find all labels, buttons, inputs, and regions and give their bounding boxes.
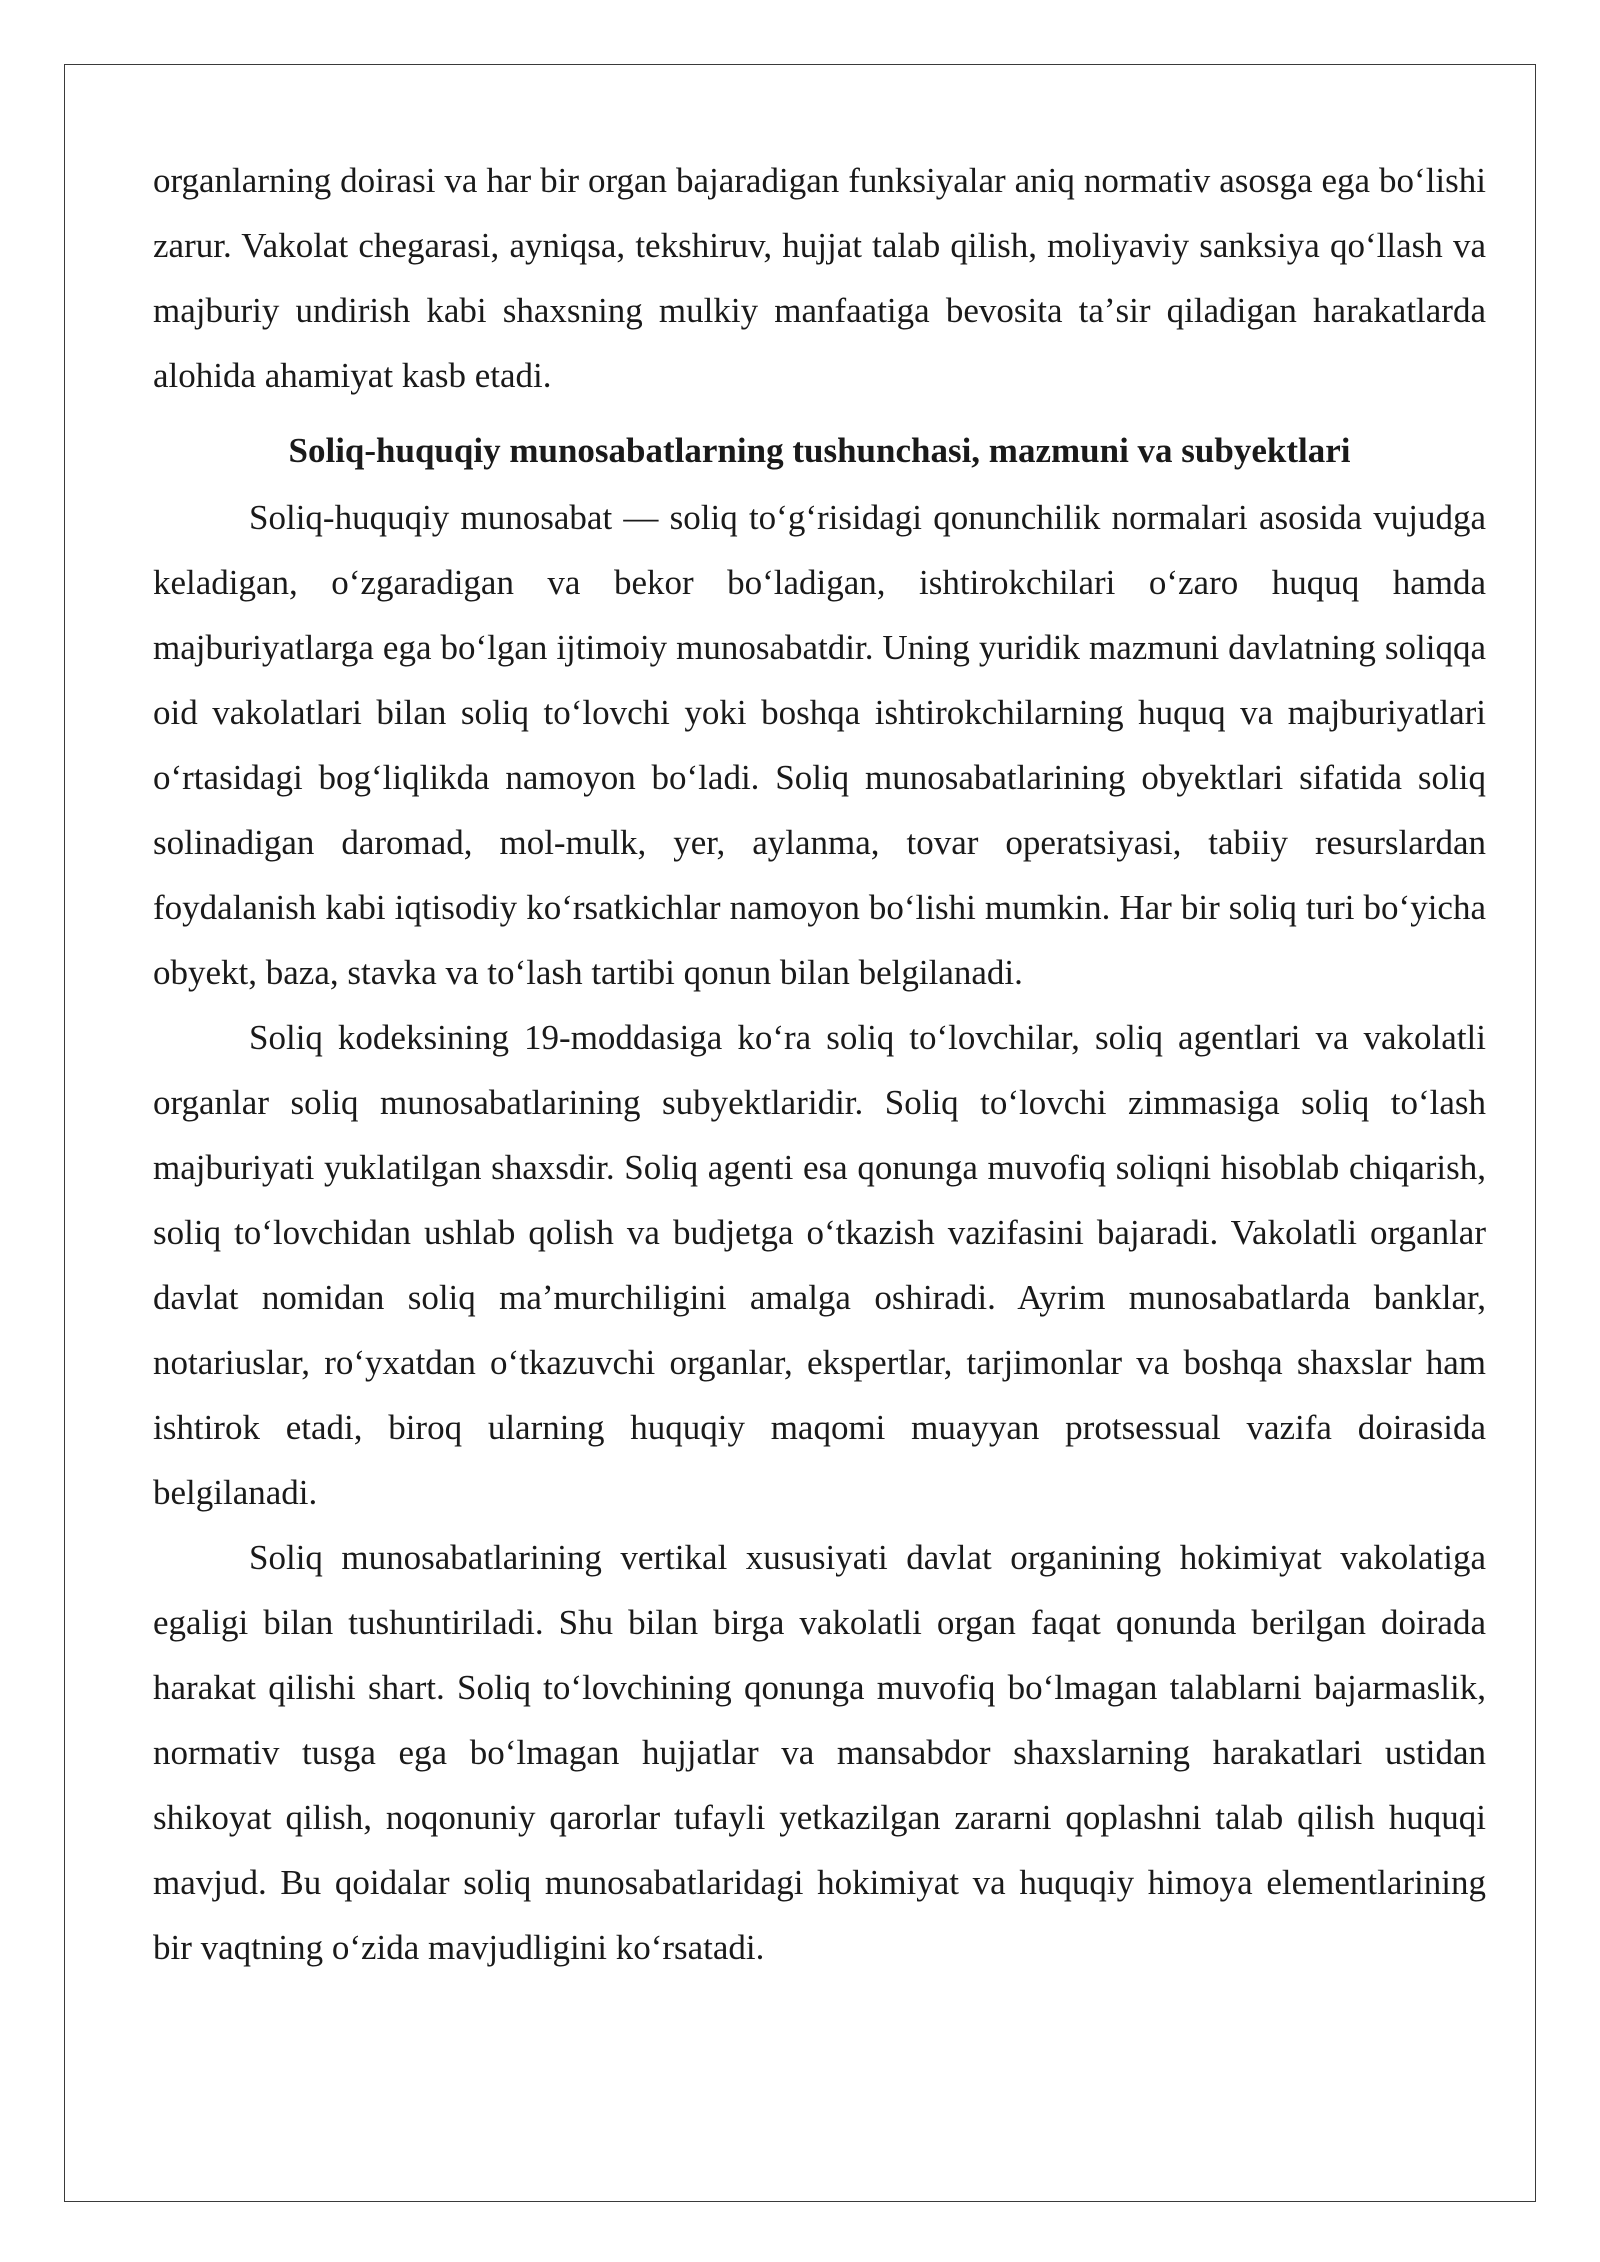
section-heading: Soliq-huquqiy munosabatlarning tushunchasi, mazmuni va subyektlari xyxy=(288,431,1351,470)
paragraph-subjects: Soliq kodeksining 19-moddasiga koʻra soliq toʻlovchilar, soliq agentlari va vakolatli organlar soliq munosabatlarining subyektlaridir. Soliq toʻlovchi zimmasiga soliq toʻlash majburiyati yuklatilgan shaxsdir. Soliq agenti esa qonunga muvofiq soliqni hisoblab chiqarish, soliq toʻlovchidan ushlab qolish va budjetga oʻtkazish vazifasini bajaradi. Vakolatli organlar davlat nomidan soliq maʼmurchiligini amalga oshiradi. Ayrim munosabatlarda banklar, notariuslar, roʻyxatdan oʻtkazuvchi organlar, ekspertlar, tarjimonlar va boshqa shaxslar ham ishtirok etadi, biroq ularning huquqiy maqomi muayyan protsessual vazifa doirasida belgilanadi. xyxy=(153,1018,1486,1512)
paragraph-vertical-nature: Soliq munosabatlarining vertikal xususiyati davlat organining hokimiyat vakolatiga egaligi bilan tushuntiriladi. Shu bilan birga vakolatli organ faqat qonunda berilgan doirada harakat qilishi shart. Soliq toʻlovchining qonunga muvofiq boʻlmagan talablarni bajarmaslik, normativ tusga ega boʻlmagan hujjatlar va mansabdor shaxslarning harakatlari ustidan shikoyat qilish, noqonuniy qarorlar tufayli yetkazilgan zararni qoplashni talab qilish huquqi mavjud. Bu qoidalar soliq munosabatlaridagi hokimiyat va huquqiy himoya elementlarining bir vaqtning oʻzida mavjudligini koʻrsatadi. xyxy=(153,1538,1486,1967)
document-body xyxy=(153,148,1486,1980)
paragraph-definition: Soliq-huquqiy munosabat — soliq toʻgʻrisidagi qonunchilik normalari asosida vujudga keladigan, oʻzgaradigan va bekor boʻladigan, ishtirokchilari oʻzaro huquq hamda majburiyatlarga ega boʻlgan ijtimoiy munosabatdir. Uning yuridik mazmuni davlatning soliqqa oid vakolatlari bilan soliq toʻlovchi yoki boshqa ishtirokchilarning huquq va majburiyatlari oʻrtasidagi bogʻliqlikda namoyon boʻladi. Soliq munosabatlarining obyektlari sifatida soliq solinadigan daromad, mol-mulk, yer, aylanma, tovar operatsiyasi, tabiiy resurslardan foydalanish kabi iqtisodiy koʻrsatkichlar namoyon boʻlishi mumkin. Har bir soliq turi boʻyicha obyekt, baza, stavka va toʻlash tartibi qonun bilan belgilanadi. xyxy=(153,498,1486,992)
paragraph-continuation: organlarning doirasi va har bir organ bajaradigan funksiyalar aniq normativ asosga ega boʻlishi zarur. Vakolat chegarasi, ayniqsa, tekshiruv, hujjat talab qilish, moliyaviy sanksiya qoʻllash va majburiy undirish kabi shaxsning mulkiy manfaatiga bevosita taʼsir qiladigan harakatlarda alohida ahamiyat kasb etadi. xyxy=(153,161,1486,395)
